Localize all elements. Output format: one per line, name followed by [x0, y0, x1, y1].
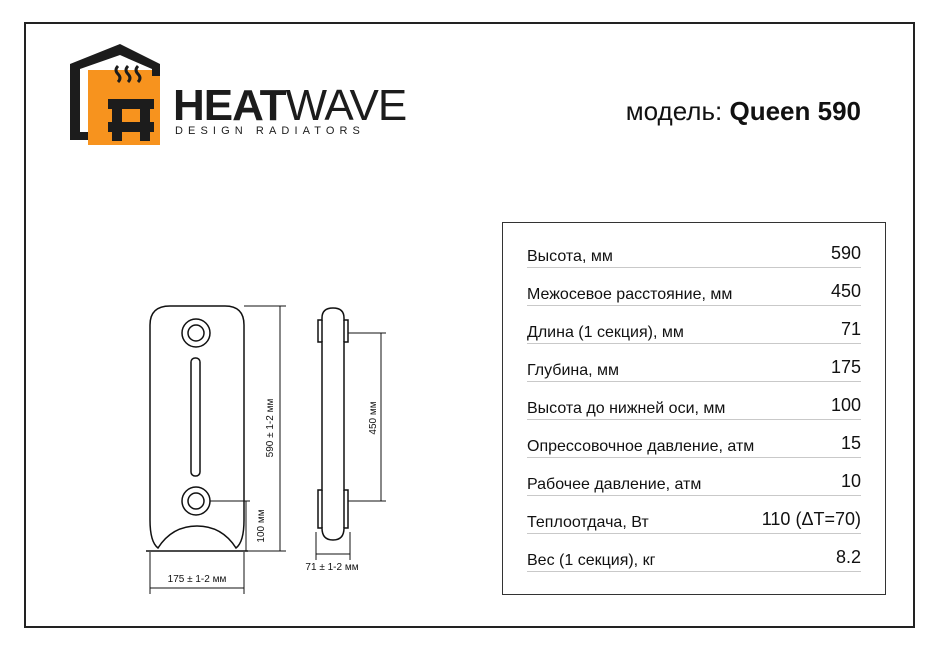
spec-row: [527, 351, 861, 382]
top-port-inner: [188, 325, 204, 341]
spec-label: Длина (1 секция), мм: [527, 324, 684, 341]
center-slot: [191, 358, 200, 476]
front-view: [146, 306, 248, 551]
height-dim-label: 590 ± 1-2 мм: [265, 398, 276, 458]
spec-label: Высота, мм: [527, 248, 613, 265]
spec-label: Межосевое расстояние, мм: [527, 286, 733, 303]
bottom-axis-dim-label: 100 мм: [256, 509, 267, 543]
spec-row: [527, 275, 861, 306]
section-length-dim-label: 71 ± 1-2 мм: [305, 562, 359, 573]
model-prefix: модель:: [625, 96, 723, 126]
spec-value: 175: [830, 357, 861, 377]
axis-distance-dim-label: 450 мм: [368, 401, 379, 435]
spec-value: 100: [830, 395, 861, 415]
spec-value: 110 (ΔT=70): [761, 509, 861, 529]
spec-value: 71: [840, 319, 861, 339]
depth-dim-label: 175 ± 1-2 мм: [167, 574, 227, 585]
spec-row: [527, 541, 861, 572]
spec-label: Высота до нижней оси, мм: [527, 400, 726, 417]
spec-value: 15: [840, 433, 861, 453]
spec-value: 10: [840, 471, 861, 491]
spec-value: 8.2: [835, 547, 861, 567]
brand-name-heat: HEAT: [173, 81, 286, 130]
bottom-port: [182, 487, 210, 515]
spec-row: [527, 237, 861, 268]
spec-row: [527, 427, 861, 458]
bottom-port-inner: [188, 493, 204, 509]
top-port: [182, 319, 210, 347]
spec-row: [527, 313, 861, 344]
front-view-outline: [150, 306, 244, 548]
spec-label: Теплоотдача, Вт: [527, 514, 649, 531]
spec-row: [527, 503, 861, 534]
spec-row: [527, 465, 861, 496]
model-name: Queen 590: [729, 96, 861, 126]
side-view: [318, 308, 348, 540]
spec-value: 450: [830, 281, 861, 301]
spec-label: Опрессовочное давление, атм: [527, 438, 755, 455]
spec-label: Вес (1 секция), кг: [527, 552, 656, 569]
spec-value: 590: [830, 243, 861, 263]
spec-label: Глубина, мм: [527, 362, 620, 379]
spec-row: [527, 389, 861, 420]
side-dimensions: [316, 333, 386, 560]
brand-name-wave: WAVE: [285, 81, 407, 130]
brand-tagline: DESIGN RADIATORS: [175, 125, 365, 137]
spec-label: Рабочее давление, атм: [527, 476, 702, 493]
spec-table: [502, 222, 886, 595]
